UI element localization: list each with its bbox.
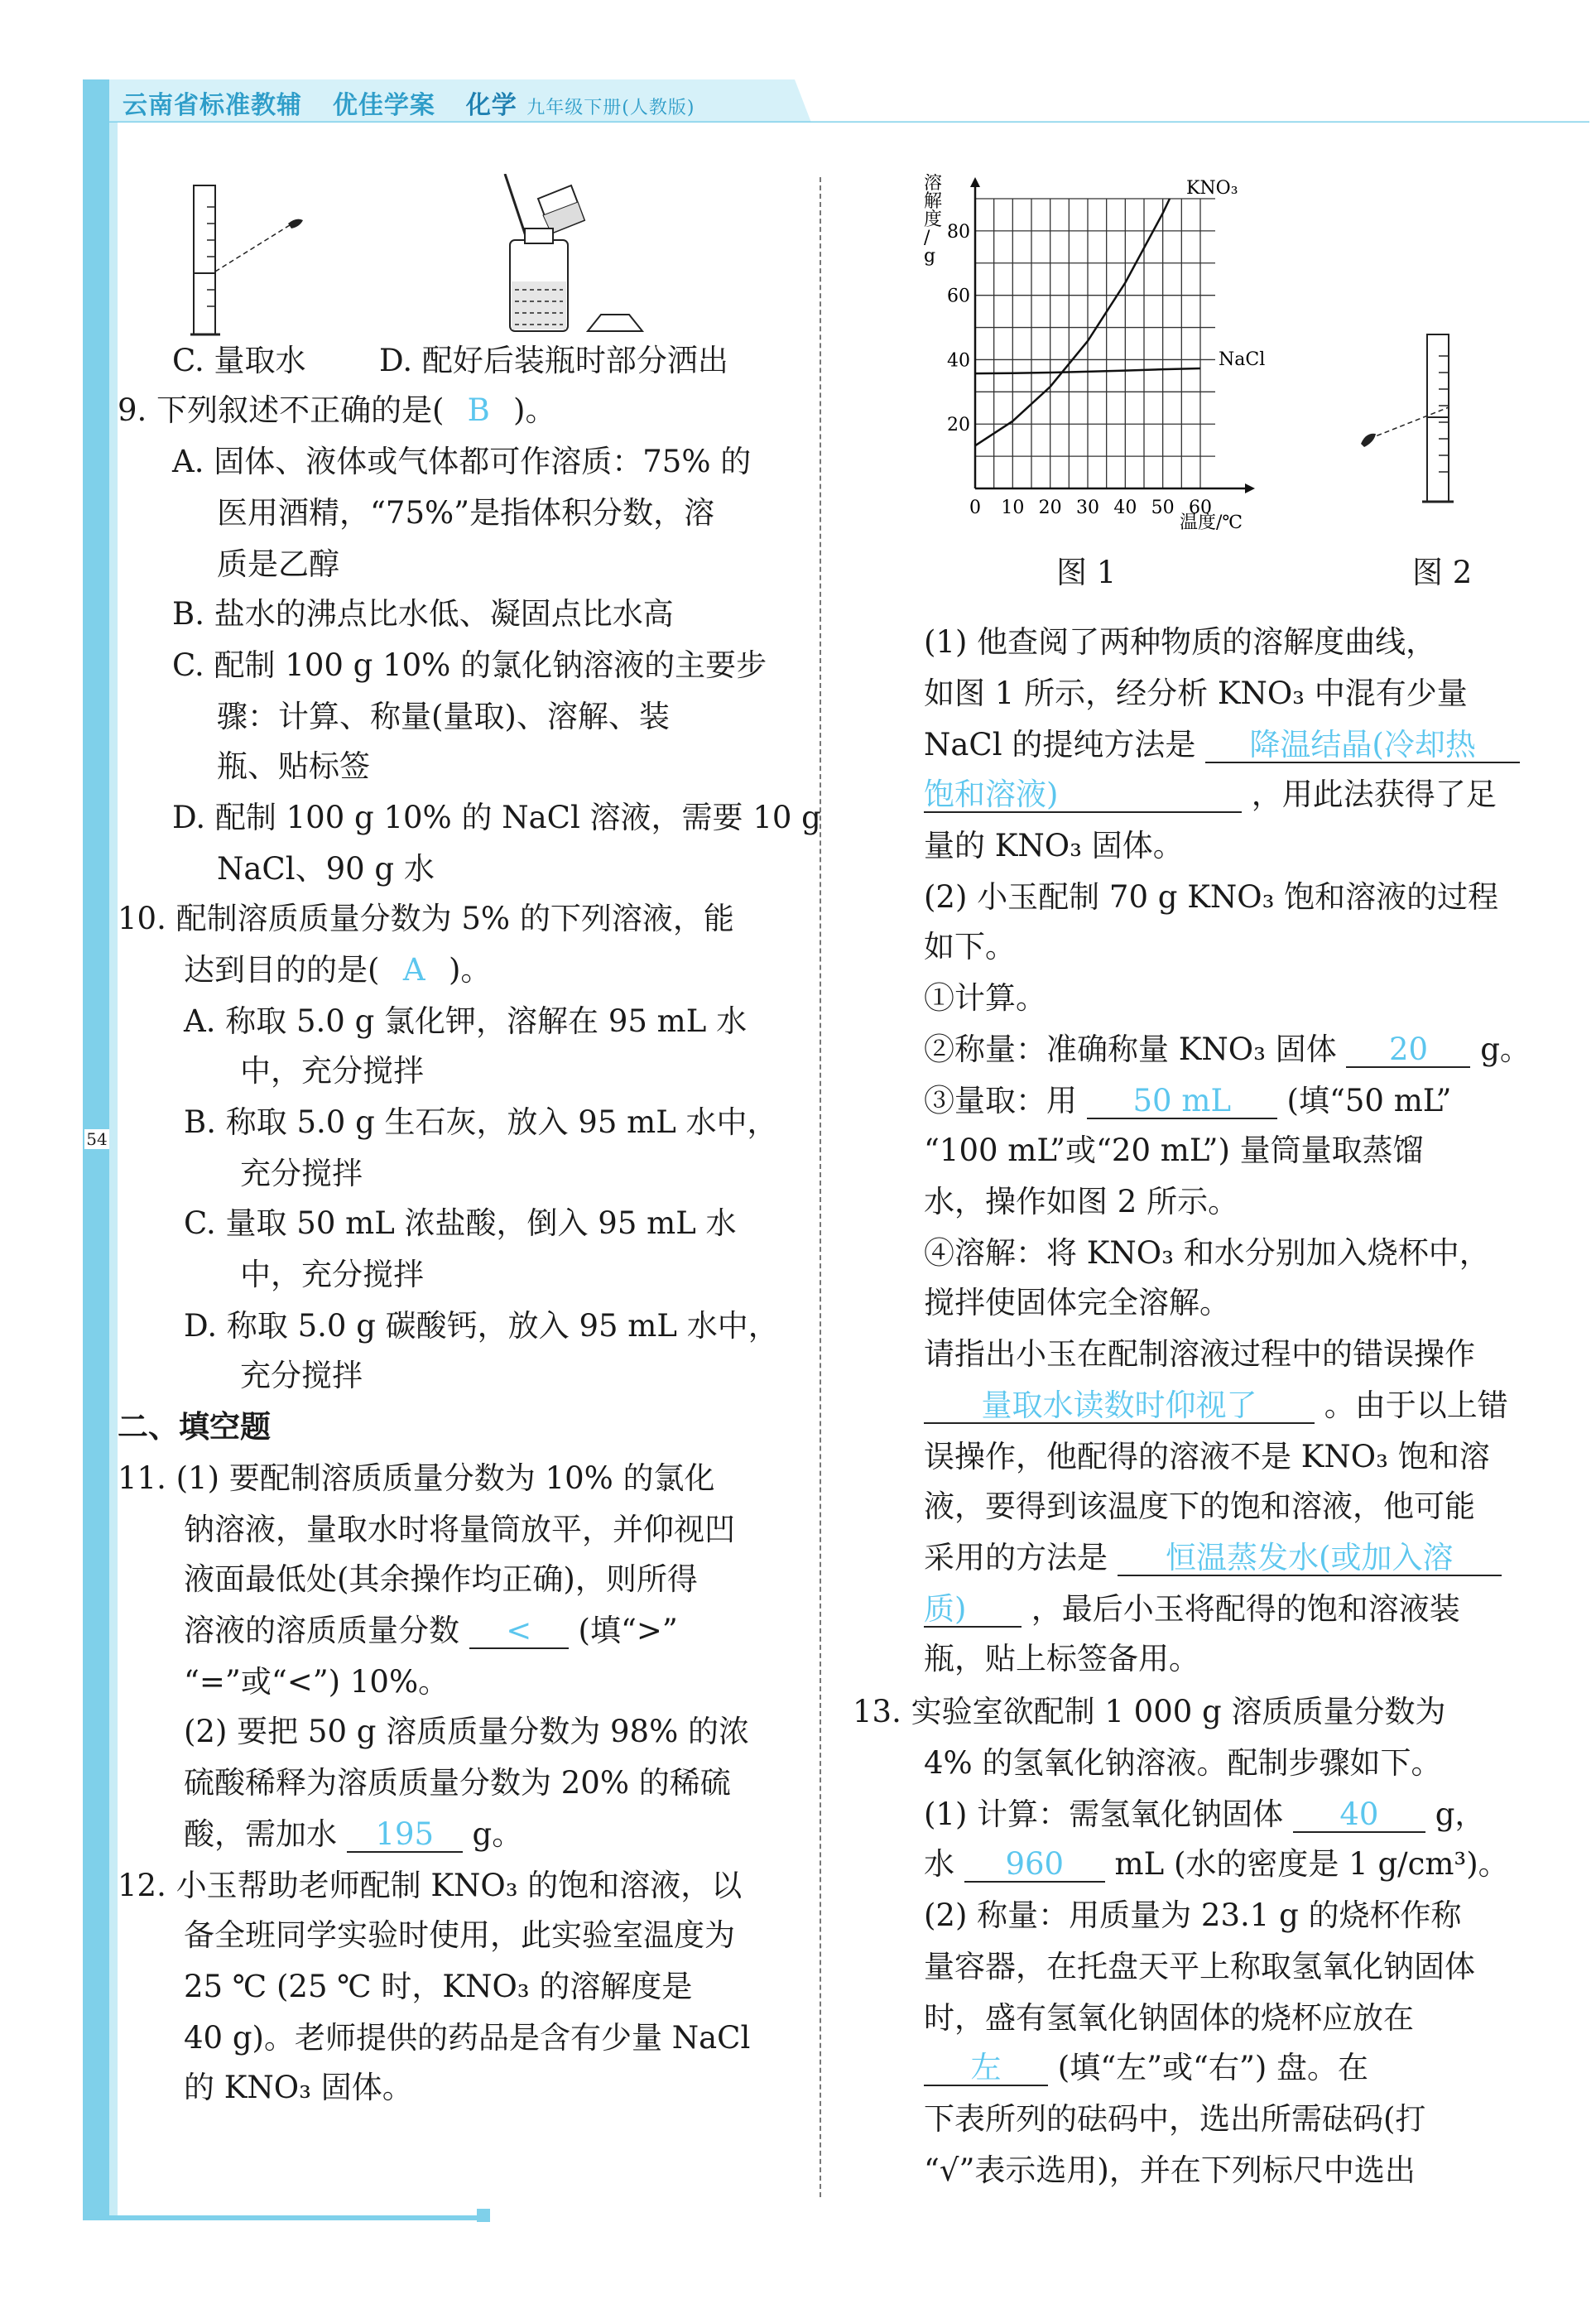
p2-method-line2-end: ，最后小玉将配得的饱和溶液装 <box>1031 1591 1460 1627</box>
x-tick-label: 20 <box>1038 498 1062 518</box>
q10-option-d-line1: D. 称取 5.0 g 碳酸钙，放入 95 mL 水中， <box>184 1308 779 1344</box>
p2-error-answer: 量取水读数时仰视了 <box>924 1389 1315 1424</box>
p2-step2-end: g。 <box>1480 1032 1531 1067</box>
p1-line4 <box>924 775 1497 815</box>
q11-line4-end: (填“>” <box>578 1613 678 1648</box>
q10-stem-line2 <box>184 950 491 990</box>
q9-option-a-line3: 质是乙醇 <box>217 546 339 582</box>
x-tick-label: 40 <box>1113 498 1137 518</box>
q9-option-a-line1: A. 固体、液体或气体都可作溶质：75% 的 <box>172 444 752 479</box>
series-label-kno3: KNO₃ <box>1185 178 1238 199</box>
q9-option-c-line3: 瓶、贴标签 <box>217 748 370 784</box>
p2-step3-line2: “100 mL”或“20 mL”) 量筒量取蒸馏 <box>924 1133 1424 1168</box>
q10-stem-end: )。 <box>448 952 492 988</box>
q11-line7: 硫酸稀释为溶质质量分数为 20% 的稀硫 <box>184 1765 731 1801</box>
bottom-rule <box>83 2215 480 2220</box>
p2-final-line: 瓶，贴上标签备用。 <box>924 1641 1199 1676</box>
header-grade: 九年级下册(人教版) <box>526 98 695 118</box>
q11-line8 <box>184 1815 522 1854</box>
p2-error-line2 <box>924 1386 1508 1426</box>
q10-stem-text: 达到目的的是( <box>184 952 380 988</box>
p2-step3-text: ③量取：用 <box>924 1083 1077 1118</box>
q8-option-d: D. 配好后装瓶时部分洒出 <box>379 343 728 378</box>
p2-step2-text: ②称量：准确称量 KNO₃ 固体 <box>924 1032 1337 1067</box>
q9-option-a-line2: 医用酒精，“75%”是指体积分数，溶 <box>217 495 715 531</box>
q13-line6: 量容器，在托盘天平上称取氢氧化钠固体 <box>924 1949 1475 1984</box>
p1-answer-part1: 降温结晶(冷却热 <box>1205 729 1520 763</box>
y-tick-label: 40 <box>947 350 970 372</box>
chart-series <box>975 178 1265 445</box>
y-axis-arrow <box>970 177 980 187</box>
figure1-label: 图 1 <box>1056 555 1117 590</box>
bottle-pouring-illustration <box>488 174 654 339</box>
x-tick-label: 0 <box>969 498 981 518</box>
p1-line2: 如图 1 所示，经分析 KNO₃ 中混有少量 <box>924 676 1468 711</box>
p2-method-text: 采用的方法是 <box>924 1540 1108 1575</box>
section-heading-fill-in: 二、填空题 <box>118 1409 271 1445</box>
q13-line5: (2) 称量：用质量为 23.1 g 的烧杯作称 <box>924 1897 1462 1933</box>
q9-answer: B <box>467 392 490 428</box>
q10-option-a-line2: 中，充分搅拌 <box>240 1053 424 1089</box>
x-tick-label: 10 <box>1001 498 1025 518</box>
x-tick-label: 60 <box>1189 498 1212 518</box>
q8-option-c: C. 量取水 <box>172 343 306 378</box>
p1-line4-end: ，用此法获得了足 <box>1251 777 1497 812</box>
p2-method-answer-part2: 质) <box>924 1593 1022 1628</box>
graduated-cylinder-illustration <box>182 174 315 339</box>
q13-answer2-blank: 960 <box>964 1848 1105 1883</box>
chart-ylabel: 溶解度/ g <box>924 174 943 267</box>
p2-step1: ①计算。 <box>924 980 1046 1016</box>
q9-stem-end: )。 <box>513 392 556 428</box>
x-axis-arrow <box>1245 483 1255 493</box>
q10-option-d-line2: 充分搅拌 <box>240 1358 363 1393</box>
q13-line4-end: mL (水的密度是 1 g/cm³)。 <box>1114 1846 1509 1882</box>
header-series: 云南省标准教辅 <box>123 91 302 120</box>
column-divider <box>820 177 821 2197</box>
p2-error-line2-end: 。由于以上错 <box>1324 1388 1508 1423</box>
q10-option-c-line1: C. 量取 50 mL 浓盐酸，倒入 95 mL 水 <box>184 1205 737 1241</box>
q11-line4 <box>184 1611 678 1651</box>
series-label-nacl: NaCl <box>1219 349 1266 370</box>
q13-line1: 13. 实验室欲配制 1 000 g 溶质质量分数为 <box>853 1694 1446 1729</box>
q11-answer1-blank: < <box>469 1614 569 1649</box>
p2-line1: (2) 小玉配制 70 g KNO₃ 饱和溶液的过程 <box>924 879 1499 915</box>
q10-option-c-line2: 中，充分搅拌 <box>240 1257 424 1292</box>
p2-step2-answer: 20 <box>1346 1033 1470 1068</box>
q12-line3: 25 ℃ (25 ℃ 时，KNO₃ 的溶解度是 <box>184 1969 693 2004</box>
header-book: 优佳学案 <box>332 91 435 120</box>
page-number: 54 <box>84 1129 109 1149</box>
q12-line4: 40 g)。老师提供的药品是含有少量 NaCl <box>184 2020 751 2056</box>
q13-line3 <box>924 1795 1485 1835</box>
chart-grid <box>975 199 1215 488</box>
q11-line5: “=”或“<”) 10%。 <box>184 1664 449 1700</box>
p2-error-line1: 请指出小玉在配制溶液过程中的错误操作 <box>924 1336 1475 1372</box>
y-tick-label: 80 <box>947 221 970 243</box>
q9-option-b: B. 盐水的沸点比水低、凝固点比水高 <box>172 596 674 632</box>
q13-line4-text: 水 <box>924 1846 954 1882</box>
p2-step4-line2: 搅拌使固体完全溶解。 <box>924 1285 1230 1320</box>
q13-line2: 4% 的氢氧化钠溶液。配制步骤如下。 <box>924 1745 1442 1781</box>
q13-line3-text: (1) 计算：需氢氧化钠固体 <box>924 1796 1284 1832</box>
q11-line3: 液面最低处(其余操作均正确)，则所得 <box>184 1561 698 1597</box>
q11-line1: 11. (1) 要配制溶质质量分数为 10% 的氯化 <box>118 1460 715 1496</box>
y-tick-label: 20 <box>947 415 970 436</box>
figure2-cylinder-illustration <box>1349 331 1498 513</box>
q11-line8-text: 酸，需加水 <box>184 1816 337 1852</box>
x-tick-label: 30 <box>1076 498 1099 518</box>
q9-option-d-line2: NaCl、90 g 水 <box>217 851 435 887</box>
p2-line2: 如下。 <box>924 929 1016 964</box>
q11-line6: (2) 要把 50 g 溶质质量分数为 98% 的浓 <box>184 1714 749 1749</box>
q12-line2: 备全班同学实验时使用，此实验室温度为 <box>184 1917 735 1953</box>
q13-line8-end: (填“左”或“右”) 盘。在 <box>1057 2050 1369 2085</box>
p1-line3-text: NaCl 的提纯方法是 <box>924 727 1196 762</box>
p2-method-line2 <box>924 1590 1460 1629</box>
left-margin-strip-inner <box>109 123 118 2215</box>
header-title <box>123 84 695 121</box>
q10-stem-line1: 10. 配制溶质质量分数为 5% 的下列溶液，能 <box>118 901 734 936</box>
q13-line8 <box>924 2048 1368 2088</box>
x-tick-label: 50 <box>1151 498 1175 518</box>
q12-line5: 的 KNO₃ 固体。 <box>184 2070 413 2105</box>
q11-line8-end: g。 <box>472 1816 523 1852</box>
q10-answer: A <box>402 952 425 988</box>
q13-line7: 时，盛有氢氧化钠固体的烧杯应放在 <box>924 2000 1414 2036</box>
header-subject: 化学 <box>465 91 517 120</box>
y-tick-label: 60 <box>947 286 970 307</box>
chart-xlabel: 温度/℃ <box>1180 512 1243 533</box>
chart-xticks <box>969 498 1212 518</box>
figure2-label: 图 2 <box>1412 555 1473 590</box>
p2-error-line4: 液，要得到该温度下的饱和溶液，他可能 <box>924 1489 1475 1524</box>
series-line-kno3 <box>975 199 1170 445</box>
p2-step2 <box>924 1030 1531 1070</box>
q10-option-b-line1: B. 称取 5.0 g 生石灰，放入 95 mL 水中， <box>184 1104 778 1140</box>
q13-line10: “√”表示选用)，并在下列标尺中选出 <box>924 2152 1416 2188</box>
p2-method-answer-part1: 恒温蒸发水(或加入溶 <box>1118 1541 1502 1576</box>
q9-stem-text: 9. 下列叙述不正确的是( <box>118 392 445 428</box>
q13-line4 <box>924 1844 1509 1884</box>
p2-step3-line3: 水，操作如图 2 所示。 <box>924 1184 1239 1219</box>
q13-answer1-blank: 40 <box>1293 1798 1425 1833</box>
chart-yticks <box>947 222 970 435</box>
p1-line1: (1) 他查阅了两种物质的溶解度曲线， <box>924 624 1437 660</box>
q9-option-c-line2: 骤：计算、称量(量取)、溶解、装 <box>217 699 670 734</box>
q9-stem <box>118 391 555 430</box>
p2-step4: ④溶解：将 KNO₃ 和水分别加入烧杯中， <box>924 1235 1490 1271</box>
q11-line2: 钠溶液，量取水时将量筒放平，并仰视凹 <box>184 1512 735 1547</box>
q13-line9: 下表所列的砝码中，选出所需砝码(打 <box>924 2101 1426 2137</box>
q11-line4-text: 溶液的溶质质量分数 <box>184 1613 459 1648</box>
p2-method-line1 <box>924 1538 1502 1578</box>
q12-line1: 12. 小玉帮助老师配制 KNO₃ 的饱和溶液，以 <box>118 1868 743 1903</box>
p2-step3-end: (填“50 mL” <box>1286 1083 1452 1118</box>
q10-option-a-line1: A. 称取 5.0 g 氯化钾，溶解在 95 mL 水 <box>184 1003 748 1039</box>
q13-answer3-blank: 左 <box>924 2051 1048 2086</box>
q10-option-b-line2: 充分搅拌 <box>240 1156 363 1191</box>
q9-option-d-line1: D. 配制 100 g 10% 的 NaCl 溶液，需要 10 g <box>172 800 821 835</box>
bottom-square-marker <box>477 2209 490 2222</box>
q9-option-c-line1: C. 配制 100 g 10% 的氯化钠溶液的主要步 <box>172 647 767 683</box>
p2-step3-answer: 50 mL <box>1087 1085 1277 1119</box>
q11-answer2-blank: 195 <box>347 1818 463 1853</box>
p1-answer-part2: 饱和溶液) <box>924 778 1242 813</box>
p2-step3 <box>924 1081 1451 1121</box>
solubility-chart <box>902 174 1283 546</box>
p1-line5: 量的 KNO₃ 固体。 <box>924 828 1184 863</box>
p1-line3 <box>924 725 1520 765</box>
q13-line3-end: g， <box>1435 1796 1486 1832</box>
p2-error-line3: 误操作，他配得的溶液不是 KNO₃ 饱和溶 <box>924 1439 1490 1474</box>
